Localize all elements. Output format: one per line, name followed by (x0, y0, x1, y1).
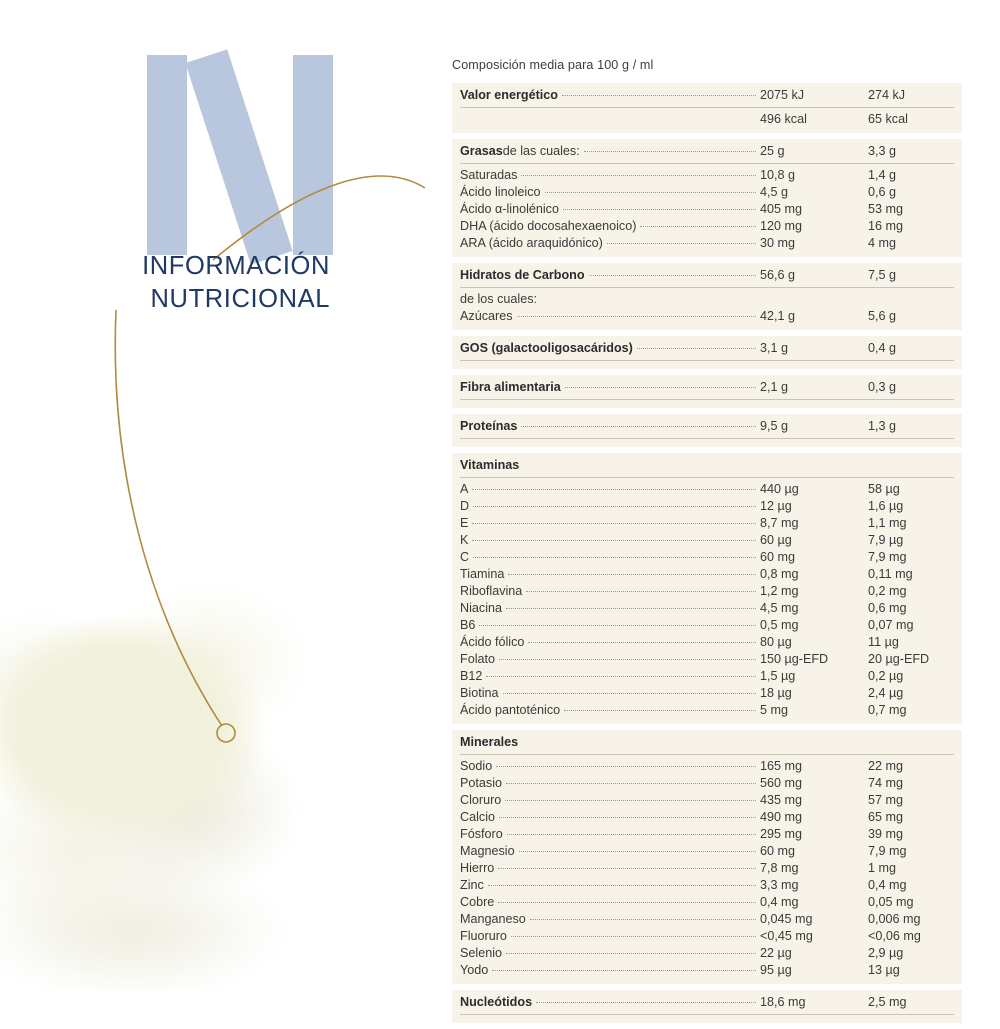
row-dot-leader (640, 226, 756, 227)
row-dot-leader (499, 817, 756, 818)
row-dot-leader (507, 834, 756, 835)
row-label: E (460, 516, 469, 530)
table-row (460, 340, 954, 357)
row-dot-leader (473, 557, 756, 558)
value-per-100ml: 0,7 mg (868, 703, 907, 717)
value-per-100ml: 0,3 g (868, 380, 897, 394)
table-row (460, 167, 954, 184)
value-per-100g: 30 mg (760, 236, 796, 250)
value-per-100ml: 7,5 g (868, 268, 897, 282)
nutrition-group-minerals (452, 730, 962, 984)
row-dot-leader (562, 95, 756, 96)
value-per-100g: 0,5 mg (760, 618, 799, 632)
nutrition-group-energy (452, 83, 962, 133)
value-per-100g: 440 µg (760, 482, 799, 496)
value-per-100g: 150 µg-EFD (760, 652, 829, 666)
row-label: K (460, 533, 469, 547)
table-row (460, 143, 954, 160)
logo-right-stroke (293, 55, 333, 255)
row-dot-leader (530, 919, 756, 920)
table-row (460, 685, 954, 702)
value-per-100ml: 0,006 mg (868, 912, 921, 926)
table-row (460, 498, 954, 515)
value-per-100ml: 0,2 mg (868, 584, 907, 598)
group-divider (460, 399, 954, 400)
value-per-100ml: 0,2 µg (868, 669, 904, 683)
table-row (460, 201, 954, 218)
row-dot-leader (521, 426, 756, 427)
value-per-100ml: 74 mg (868, 776, 904, 790)
group-divider (460, 163, 954, 164)
table-row (460, 702, 954, 719)
nutrition-group-vitamins (452, 453, 962, 724)
row-label: Fibra alimentaria (460, 380, 561, 394)
value-per-100ml: 11 µg (868, 635, 899, 649)
row-dot-leader (496, 766, 756, 767)
value-per-100ml: 1,1 mg (868, 516, 907, 530)
group-divider (460, 107, 954, 108)
value-per-100ml: 58 µg (868, 482, 900, 496)
table-row (460, 843, 954, 860)
value-per-100g: 165 mg (760, 759, 803, 773)
table-row (460, 457, 954, 474)
value-per-100ml: 39 mg (868, 827, 904, 841)
row-dot-leader (584, 151, 756, 152)
row-dot-leader (637, 348, 756, 349)
value-per-100g: 7,8 mg (760, 861, 799, 875)
table-row (460, 308, 954, 325)
value-per-100ml: 1 mg (868, 861, 896, 875)
row-label: A (460, 482, 469, 496)
row-label: Folato (460, 652, 496, 666)
group-divider (460, 1014, 954, 1015)
value-per-100g: 10,8 g (760, 168, 796, 182)
value-per-100g: 0,8 mg (760, 567, 799, 581)
row-dot-leader (472, 540, 756, 541)
value-per-100ml: 13 µg (868, 963, 900, 977)
row-label: DHA (ácido docosahexaenoico) (460, 219, 637, 233)
row-dot-leader (526, 591, 756, 592)
table-row (460, 826, 954, 843)
value-per-100g: 56,6 g (760, 268, 796, 282)
value-per-100ml: 1,4 g (868, 168, 897, 182)
row-label: Minerales (460, 735, 519, 749)
milk-powder-image (0, 430, 380, 990)
row-label: GOS (galactooligosacáridos) (460, 341, 633, 355)
nutrition-group-fats (452, 139, 962, 257)
value-per-100ml: 20 µg-EFD (868, 652, 930, 666)
row-label: de los cuales: (460, 292, 538, 306)
value-per-100ml: 2,4 µg (868, 686, 904, 700)
group-divider (460, 754, 954, 755)
row-label: Selenio (460, 946, 503, 960)
value-per-100ml: 3,3 g (868, 144, 897, 158)
value-per-100g: 3,1 g (760, 341, 789, 355)
table-row (460, 734, 954, 751)
row-label: Fluoruro (460, 929, 507, 943)
row-label: Azúcares (460, 309, 513, 323)
value-per-100ml: 2,9 µg (868, 946, 904, 960)
value-per-100ml: 16 mg (868, 219, 904, 233)
value-per-100ml: 1,6 µg (868, 499, 904, 513)
row-dot-leader (536, 1002, 756, 1003)
table-row (460, 668, 954, 685)
value-per-100ml: 53 mg (868, 202, 904, 216)
row-dot-leader (589, 275, 756, 276)
row-label: Potasio (460, 776, 503, 790)
table-row (460, 617, 954, 634)
row-dot-leader (506, 953, 756, 954)
page-title-line2: NUTRICIONAL (150, 285, 330, 314)
row-label: Magnesio (460, 844, 515, 858)
group-divider (460, 438, 954, 439)
logo-left-stroke (147, 55, 187, 255)
row-dot-leader (499, 659, 756, 660)
value-per-100ml: 7,9 mg (868, 550, 907, 564)
row-dot-leader (545, 192, 756, 193)
row-label: Hidratos de Carbono (460, 268, 585, 282)
table-row (460, 894, 954, 911)
value-per-100g: 9,5 g (760, 419, 789, 433)
value-per-100g: 120 mg (760, 219, 803, 233)
table-row (460, 532, 954, 549)
nutrition-group-nucleotides (452, 990, 962, 1023)
row-dot-leader (563, 209, 756, 210)
row-dot-leader (472, 523, 756, 524)
value-per-100g: 435 mg (760, 793, 803, 807)
table-row (460, 184, 954, 201)
table-row (460, 809, 954, 826)
value-per-100g: 295 mg (760, 827, 803, 841)
value-per-100g: 60 µg (760, 533, 792, 547)
value-per-100ml: 274 kJ (868, 88, 906, 102)
value-per-100g: 496 kcal (760, 112, 807, 126)
row-dot-leader (564, 710, 756, 711)
value-per-100g: 18,6 mg (760, 995, 806, 1009)
row-dot-leader (506, 783, 756, 784)
row-dot-leader (565, 387, 756, 388)
row-label: Cloruro (460, 793, 502, 807)
table-row (460, 877, 954, 894)
row-dot-leader (479, 625, 756, 626)
row-label: Valor energético (460, 88, 558, 102)
value-per-100ml: 7,9 µg (868, 533, 904, 547)
row-label: Tiamina (460, 567, 505, 581)
table-row (460, 218, 954, 235)
nutrition-groups (452, 83, 962, 1023)
row-dot-leader (488, 885, 756, 886)
value-per-100g: 490 mg (760, 810, 803, 824)
nutrition-group-gos (452, 336, 962, 369)
row-label: Grasas (460, 144, 503, 158)
value-per-100ml: 65 kcal (868, 112, 908, 126)
table-row (460, 583, 954, 600)
value-per-100ml: 4 mg (868, 236, 896, 250)
value-per-100g: 60 mg (760, 844, 796, 858)
value-per-100g: 4,5 g (760, 185, 789, 199)
value-per-100g: 1,2 mg (760, 584, 799, 598)
value-per-100ml: 57 mg (868, 793, 904, 807)
value-per-100g: 60 mg (760, 550, 796, 564)
table-row (460, 634, 954, 651)
value-per-100ml: 0,6 mg (868, 601, 907, 615)
row-dot-leader (472, 489, 756, 490)
table-row (460, 928, 954, 945)
table-row (460, 379, 954, 396)
table-row (460, 911, 954, 928)
value-per-100g: 80 µg (760, 635, 792, 649)
value-per-100g: 0,4 mg (760, 895, 799, 909)
nutrition-group-proteins (452, 414, 962, 447)
value-per-100g: 1,5 µg (760, 669, 796, 683)
row-label: Cobre (460, 895, 495, 909)
value-per-100g: 95 µg (760, 963, 792, 977)
row-label: Saturadas (460, 168, 518, 182)
row-label: Vitaminas (460, 458, 520, 472)
value-per-100g: 25 g (760, 144, 785, 158)
page-title-line1: INFORMACIÓN (142, 252, 330, 280)
value-per-100g: 560 mg (760, 776, 803, 790)
row-dot-leader (508, 574, 756, 575)
value-per-100ml: 1,3 g (868, 419, 897, 433)
row-dot-leader (511, 936, 756, 937)
brand-n-logo-icon (143, 55, 343, 255)
value-per-100ml: 65 mg (868, 810, 904, 824)
row-dot-leader (498, 902, 756, 903)
value-per-100ml: 22 mg (868, 759, 904, 773)
row-dot-leader (519, 851, 756, 852)
nutrition-group-carbohydrates (452, 263, 962, 330)
group-divider (460, 287, 954, 288)
row-dot-leader (528, 642, 756, 643)
value-per-100g: 3,3 mg (760, 878, 799, 892)
row-label: Hierro (460, 861, 495, 875)
page-title (0, 250, 330, 316)
row-label: Ácido fólico (460, 635, 525, 649)
row-label: Riboflavina (460, 584, 523, 598)
row-dot-leader (517, 316, 757, 317)
value-per-100g: 8,7 mg (760, 516, 799, 530)
value-per-100ml: 0,11 mg (868, 567, 913, 581)
value-per-100ml: 2,5 mg (868, 995, 907, 1009)
row-label: Sodio (460, 759, 493, 773)
table-row (460, 651, 954, 668)
row-dot-leader (505, 800, 756, 801)
row-dot-leader (498, 868, 756, 869)
value-per-100ml: 0,05 mg (868, 895, 914, 909)
row-dot-leader (492, 970, 756, 971)
table-row (460, 860, 954, 877)
logo-diagonal-stroke (185, 49, 292, 264)
value-per-100g: 22 µg (760, 946, 792, 960)
value-per-100g: 405 mg (760, 202, 803, 216)
value-per-100g: 2075 kJ (760, 88, 805, 102)
row-label: Proteínas (460, 419, 518, 433)
value-per-100g: 18 µg (760, 686, 792, 700)
value-per-100g: <0,45 mg (760, 929, 813, 943)
value-per-100ml: 7,9 mg (868, 844, 907, 858)
table-row (460, 775, 954, 792)
row-label: Calcio (460, 810, 495, 824)
row-dot-leader (607, 243, 756, 244)
group-divider (460, 360, 954, 361)
nutrition-group-fiber (452, 375, 962, 408)
row-dot-leader (506, 608, 756, 609)
table-row (460, 600, 954, 617)
table-row (460, 994, 954, 1011)
row-label: Manganeso (460, 912, 526, 926)
row-label: Niacina (460, 601, 502, 615)
table-row (460, 291, 954, 308)
row-dot-leader (486, 676, 756, 677)
value-per-100ml: 0,07 mg (868, 618, 914, 632)
table-row (460, 111, 954, 128)
row-label: ARA (ácido araquidónico) (460, 236, 603, 250)
table-row (460, 792, 954, 809)
composition-header: Composición media para 100 g / ml (452, 58, 654, 72)
row-label: Nucleótidos (460, 995, 533, 1009)
row-label: D (460, 499, 470, 513)
row-dot-leader (473, 506, 756, 507)
left-decorative-panel (0, 0, 440, 1000)
row-dot-leader (521, 175, 756, 176)
row-label: Yodo (460, 963, 489, 977)
table-row (460, 515, 954, 532)
row-label: Biotina (460, 686, 499, 700)
row-label: B6 (460, 618, 476, 632)
value-per-100g: 12 µg (760, 499, 792, 513)
table-row (460, 945, 954, 962)
row-dot-leader (503, 693, 756, 694)
table-row (460, 235, 954, 252)
table-row (460, 566, 954, 583)
row-label-suffix: de las cuales: (502, 144, 580, 158)
value-per-100ml: 0,4 g (868, 341, 897, 355)
value-per-100g: 4,5 mg (760, 601, 799, 615)
table-row (460, 758, 954, 775)
row-label: Zinc (460, 878, 484, 892)
row-label: Ácido α-linolénico (460, 202, 559, 216)
value-per-100ml: <0,06 mg (868, 929, 921, 943)
table-row (460, 87, 954, 104)
table-row (460, 962, 954, 979)
value-per-100g: 42,1 g (760, 309, 796, 323)
nutrition-table (452, 58, 962, 1029)
value-per-100ml: 5,6 g (868, 309, 897, 323)
row-label: Fósforo (460, 827, 503, 841)
table-row (460, 549, 954, 566)
row-label: Ácido linoleico (460, 185, 541, 199)
row-label: Ácido pantoténico (460, 703, 561, 717)
group-divider (460, 477, 954, 478)
value-per-100g: 2,1 g (760, 380, 789, 394)
row-label: B12 (460, 669, 483, 683)
value-per-100g: 5 mg (760, 703, 788, 717)
value-per-100ml: 0,6 g (868, 185, 897, 199)
value-per-100ml: 0,4 mg (868, 878, 907, 892)
value-per-100g: 0,045 mg (760, 912, 813, 926)
table-row (460, 481, 954, 498)
table-row (460, 418, 954, 435)
table-row (460, 267, 954, 284)
row-label: C (460, 550, 470, 564)
